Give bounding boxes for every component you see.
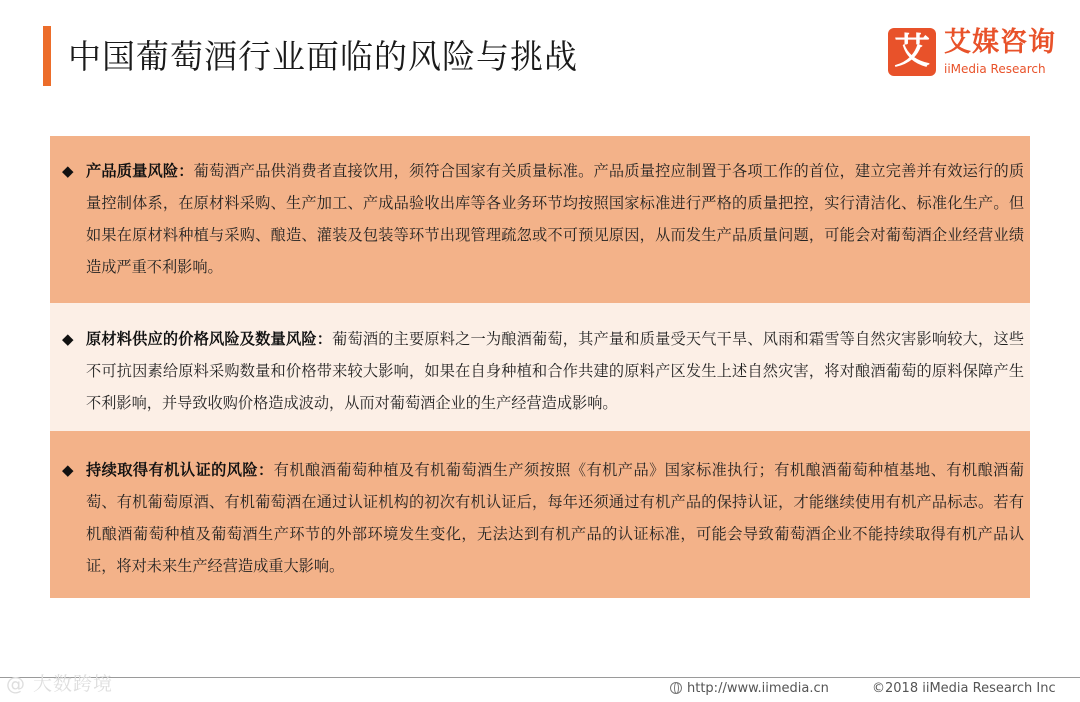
risk-title: 原材料供应的价格风险及数量风险：	[86, 330, 333, 348]
risk-block-raw-material	[50, 303, 1030, 431]
diamond-bullet-icon: ◆	[62, 162, 74, 180]
logo-english-name: iiMedia Research	[944, 62, 1046, 76]
risk-paragraph	[86, 323, 1024, 419]
risk-block-organic-certification	[50, 431, 1030, 598]
footer-copyright: ©2018 iiMedia Research Inc	[872, 681, 1056, 696]
risk-text: 葡萄酒产品供消费者直接饮用，须符合国家有关质量标准。产品质量控应制置于各项工作的首位，建立完善并有效运行的质量控制体系，在原材料采购、生产加工、产成品验收出库等各业务环节均按照国家标准进行严格的质量把控，实行清洁化、标准化生产。但如果在原材料种植与采购、酿造、灌装及包装等环节出现管理疏忽或不可预见原因，从而发生产品质量问题，可能会对葡萄酒企业经营业绩造成严重不利影响。	[86, 162, 1025, 276]
logo-chinese-name: 艾媒咨询	[944, 27, 1056, 58]
risk-paragraph	[86, 155, 1024, 283]
globe-icon	[670, 682, 682, 694]
risk-title: 持续取得有机认证的风险：	[86, 461, 274, 479]
footer-divider	[0, 677, 1080, 678]
risk-text: 葡萄酒的主要原料之一为酿酒葡萄，其产量和质量受天气干旱、风雨和霜雪等自然灾害影响较大，这些不可抗因素给原料采购数量和价格带来较大影响，如果在自身种植和合作共建的原料产区发生上述自然灾害，将对酿酒葡萄的原料保障产生不利影响，并导致收购价格造成波动，从而对葡萄酒企业的生产经营造成影响。	[86, 330, 1025, 412]
risk-text: 有机酿酒葡萄种植及有机葡萄酒生产须按照《有机产品》国家标准执行；有机酿酒葡萄种植基地、有机酿酒葡萄、有机葡萄原酒、有机葡萄酒在通过认证机构的初次有机认证后，每年还须通过有机产品的保持认证，才能继续使用有机产品标志。若有机酿酒葡萄种植及葡萄酒生产环节的外部环境发生变化，无法达到有机产品的认证标准，可能会导致葡萄酒企业不能持续取得有机产品认证，将对未来生产经营造成重大影响。	[86, 461, 1025, 575]
title-accent-bar	[43, 26, 51, 86]
risk-paragraph	[86, 454, 1024, 582]
diamond-bullet-icon: ◆	[62, 330, 74, 348]
watermark: @ 大数跨境	[6, 673, 114, 695]
risk-block-product-quality	[50, 136, 1030, 303]
risk-title: 产品质量风险：	[86, 162, 194, 180]
logo-mark-icon: 艾	[888, 28, 936, 76]
iimedia-logo	[888, 26, 1068, 82]
footer-url[interactable]	[670, 680, 829, 698]
footer-url-text[interactable]: http://www.iimedia.cn	[687, 681, 829, 696]
page-title: 中国葡萄酒行业面临的风险与挑战	[68, 37, 578, 76]
diamond-bullet-icon: ◆	[62, 461, 74, 479]
